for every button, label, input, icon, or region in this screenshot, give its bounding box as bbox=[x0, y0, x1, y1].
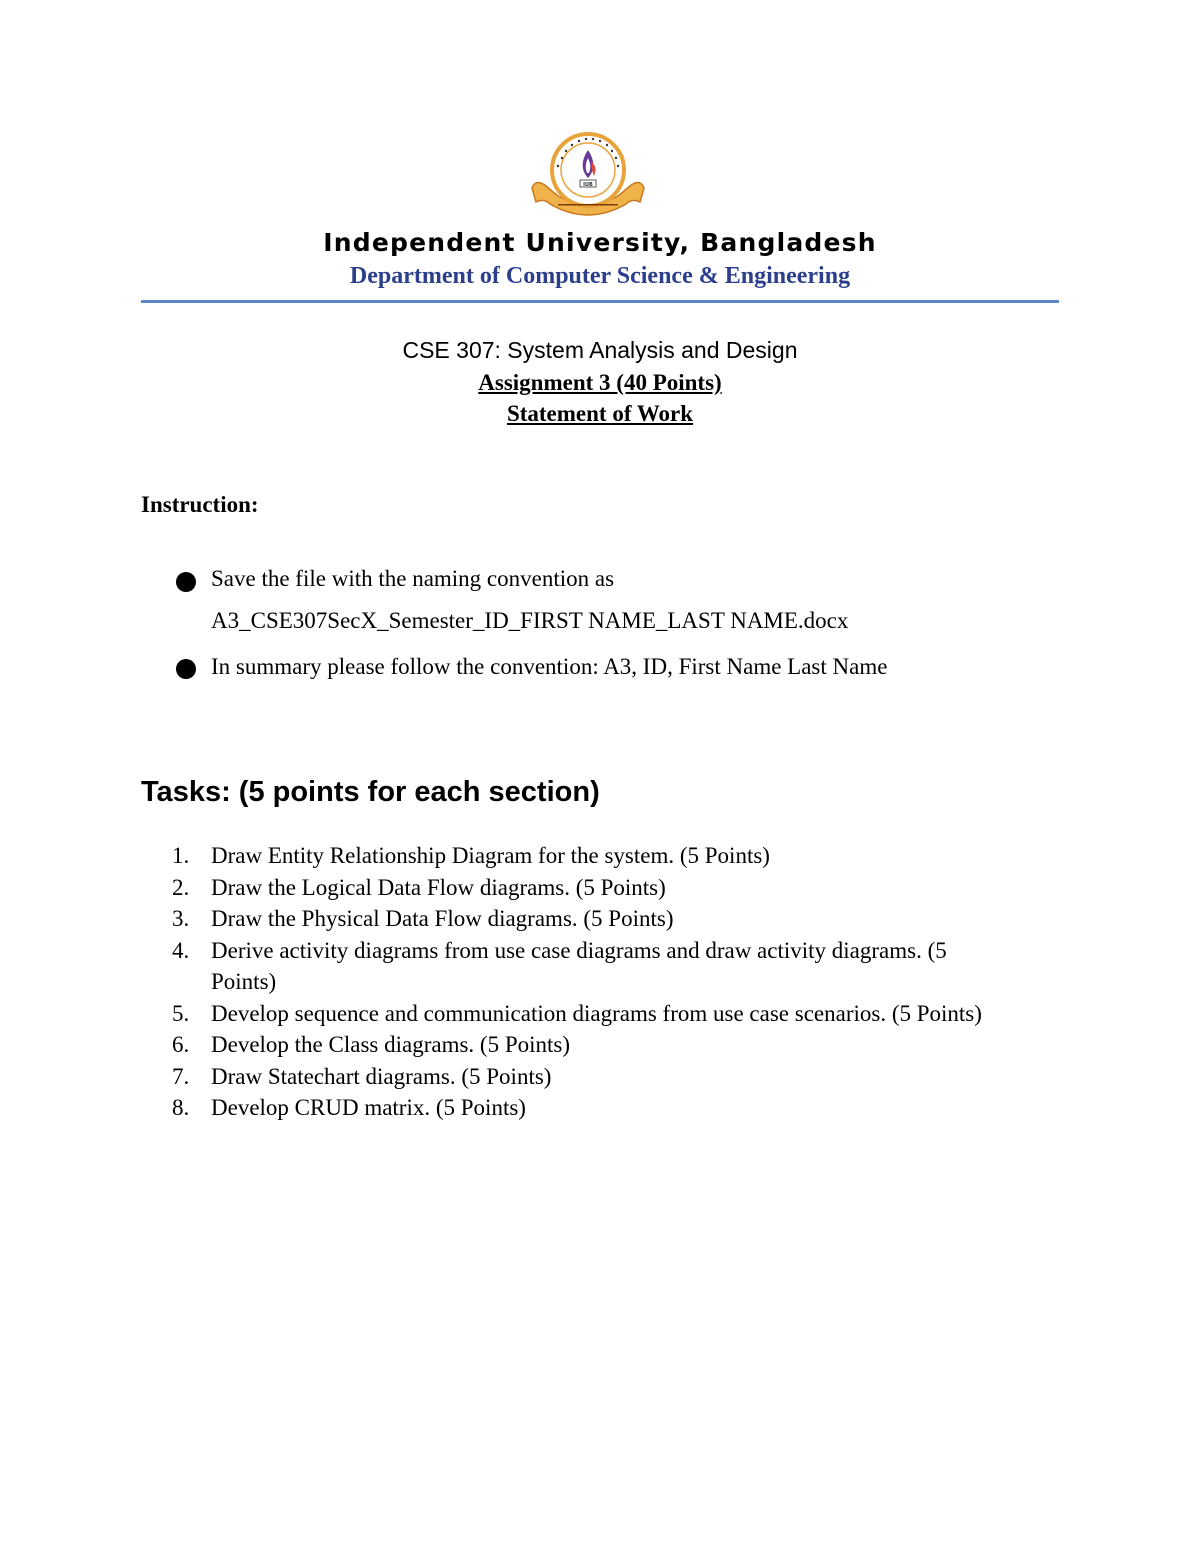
task-text: Derive activity diagrams from use case diagrams and draw activity diagrams. (5 Points) bbox=[211, 937, 947, 994]
task-number: 4. bbox=[172, 937, 190, 963]
tasks-heading: Tasks: (5 points for each section) bbox=[141, 776, 600, 808]
task-list bbox=[172, 840, 1072, 1124]
task-number: 1. bbox=[172, 843, 190, 868]
header-divider bbox=[141, 300, 1059, 303]
task-item bbox=[172, 1092, 1072, 1124]
statement-of-work-title: Statement of Work bbox=[506, 401, 694, 426]
task-text: Draw the Physical Data Flow diagrams. (5 Points) bbox=[211, 906, 674, 931]
task-number: 2. bbox=[172, 874, 190, 900]
task-item bbox=[172, 840, 1072, 872]
university-logo bbox=[528, 128, 648, 226]
instruction-item-2: In summary please follow the convention: A3, ID, First Name Last Name bbox=[211, 654, 888, 679]
task-item bbox=[172, 1029, 1072, 1061]
task-text: Develop the Class diagrams. (5 Points) bbox=[211, 1032, 571, 1057]
instruction-heading: Instruction: bbox=[141, 492, 259, 517]
course-title: CSE 307: System Analysis and Design bbox=[402, 337, 798, 363]
task-number: 8. bbox=[172, 1095, 190, 1120]
assignment-title: Assignment 3 (40 Points) bbox=[478, 370, 722, 395]
bullet-icon bbox=[176, 659, 196, 679]
task-item bbox=[172, 903, 1072, 935]
task-item bbox=[172, 1061, 1072, 1093]
svg-text:IUB: IUB bbox=[583, 182, 593, 188]
task-item bbox=[172, 935, 991, 998]
university-name: Independent University, Bangladesh bbox=[323, 228, 877, 257]
department-name: Department of Computer Science & Engineering bbox=[349, 263, 851, 289]
task-text: Draw Statechart diagrams. (5 Points) bbox=[211, 1063, 552, 1089]
task-item bbox=[172, 998, 1101, 1030]
task-text: Draw the Logical Data Flow diagrams. (5 Points) bbox=[211, 874, 666, 900]
bullet-icon bbox=[176, 572, 196, 592]
task-number: 6. bbox=[172, 1032, 190, 1057]
instruction-item-1-line-1: Save the file with the naming convention as bbox=[211, 566, 615, 591]
task-text: Develop sequence and communication diagrams from use case scenarios. (5 Points) bbox=[211, 1000, 982, 1026]
task-number: 3. bbox=[172, 906, 190, 931]
task-number: 5. bbox=[172, 1000, 190, 1026]
instruction-item-1-line-2: A3_CSE307SecX_Semester_ID_FIRST NAME_LAST NAME.docx bbox=[211, 608, 849, 633]
task-text: Develop CRUD matrix. (5 Points) bbox=[211, 1095, 526, 1120]
task-item bbox=[172, 872, 1072, 904]
task-number: 7. bbox=[172, 1063, 190, 1089]
task-text: Draw Entity Relationship Diagram for the system. (5 Points) bbox=[211, 843, 770, 868]
